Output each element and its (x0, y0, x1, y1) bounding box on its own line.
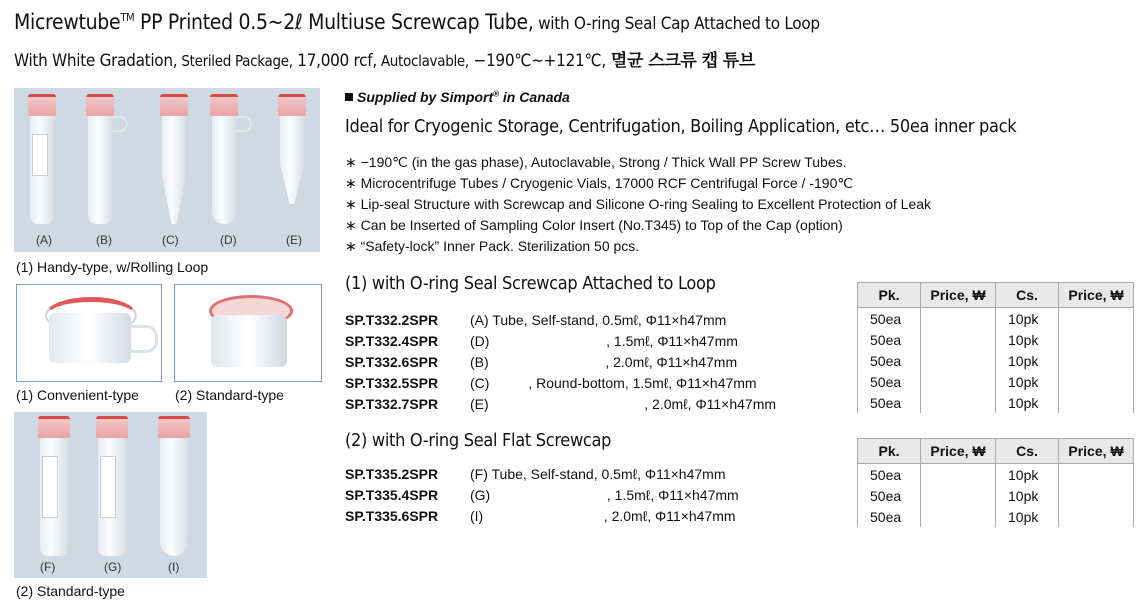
col-cs: Cs. (996, 283, 1059, 308)
price-cell (1059, 350, 1134, 371)
price-row (858, 350, 1134, 371)
product-code: SP.T332.4SPR (345, 332, 439, 349)
section1-title: (1) with O-ring Seal Screwcap Attached to Loop (345, 273, 716, 294)
cs-cell: 10pk (996, 371, 1059, 392)
title-main: Micrewtube (14, 10, 121, 34)
pk-cell: 50ea (858, 350, 921, 371)
cs-cell: 10pk (996, 350, 1059, 371)
product-code: SP.T332.2SPR (345, 311, 439, 328)
feature-item: ∗ “Safety-lock” Inner Pack. Sterilization 50 pcs. (345, 238, 640, 254)
price-cell (921, 308, 996, 330)
product-code: SP.T332.6SPR (345, 353, 439, 370)
handy-type-photo (14, 88, 320, 252)
price-cell (1059, 485, 1134, 506)
price-cell (1059, 371, 1134, 392)
standard-cap-caption: (2) Standard-type (175, 387, 284, 403)
feature-item: ∗ Can be Inserted of Sampling Color Insert (No.T345) to Top of the Cap (option) (345, 217, 843, 233)
page-title (14, 10, 820, 34)
col-price: Price, ₩ (1059, 439, 1134, 464)
feature-item: ∗ Lip-seal Structure with Screwcap and Silicone O-ring Sealing to Excellent Protection of Leak (345, 196, 932, 212)
convenient-type-photo (16, 284, 162, 382)
pk-cell: 50ea (858, 485, 921, 506)
cap-body (49, 313, 131, 363)
tube-label-f: (F) (40, 560, 56, 574)
col-price: Price, ₩ (1059, 283, 1134, 308)
standard-type-caption: (2) Standard-type (16, 583, 125, 599)
title-subtitle: with O-ring Seal Cap Attached to Loop (533, 14, 820, 34)
tube-e (278, 94, 306, 204)
price-cell (1059, 392, 1134, 413)
section1-product-table (345, 309, 935, 414)
product-code: SP.T332.7SPR (345, 395, 439, 412)
table-row (345, 372, 935, 393)
price-row (858, 392, 1134, 413)
pk-cell: 50ea (858, 329, 921, 350)
price-header-row (858, 439, 1134, 464)
cs-cell: 10pk (996, 506, 1059, 527)
tube-a (28, 94, 56, 224)
table-row (345, 351, 935, 372)
pk-cell: 50ea (858, 371, 921, 392)
tube-d (210, 94, 238, 224)
section1-price-table (857, 282, 1134, 413)
table-row (345, 393, 935, 414)
cs-cell: 10pk (996, 464, 1059, 486)
tube-i (158, 416, 190, 556)
tube-b (86, 94, 114, 224)
price-row (858, 371, 1134, 392)
tube-g (96, 416, 128, 556)
cs-cell: 10pk (996, 392, 1059, 413)
cs-cell: 10pk (996, 308, 1059, 330)
registered-mark: ® (493, 89, 500, 99)
square-bullet-icon (345, 93, 353, 101)
price-cell (921, 329, 996, 350)
price-cell (921, 371, 996, 392)
trademark: TM (120, 11, 135, 24)
subtitle-b: Steriled Package, (177, 52, 293, 70)
price-header-row (858, 283, 1134, 308)
standard-type-photo (14, 412, 207, 578)
pk-cell: 50ea (858, 392, 921, 413)
section2-product-table (345, 463, 935, 526)
cap-body (211, 315, 287, 367)
price-cell (921, 392, 996, 413)
feature-item: ∗ −190℃ (in the gas phase), Autoclavable, Strong / Thick Wall PP Screw Tubes. (345, 154, 847, 170)
supplier-suffix: in Canada (499, 89, 570, 105)
col-pk: Pk. (858, 439, 921, 464)
tube-label-d: (D) (220, 233, 237, 247)
tube-label-g: (G) (104, 560, 122, 574)
subtitle-e: −190℃∼+121℃, (468, 51, 606, 71)
col-price: Price, ₩ (921, 439, 996, 464)
subtitle-korean: 멸균 스크류 캡 튜브 (605, 51, 755, 71)
convenient-type-caption: (1) Convenient-type (16, 387, 139, 403)
table-row (345, 505, 935, 526)
product-code: SP.T335.6SPR (345, 507, 439, 524)
table-row (345, 309, 935, 330)
cs-cell: 10pk (996, 485, 1059, 506)
product-desc: (D) , 1.5mℓ, Φ11×h47mm (470, 332, 738, 349)
tube-label-i: (I) (168, 560, 180, 574)
title-rest: PP Printed 0.5~2ℓ Multiuse Screwcap Tube, (134, 10, 534, 34)
cap-loop (129, 325, 158, 353)
price-row (858, 485, 1134, 506)
price-row (858, 308, 1134, 330)
tube-label-c: (C) (162, 233, 179, 247)
price-row (858, 329, 1134, 350)
ideal-for-line: Ideal for Cryogenic Storage, Centrifugation, Boiling Application, etc… 50ea inner pack (345, 116, 1017, 137)
tube-f (38, 416, 70, 556)
product-desc: (A) Tube, Self-stand, 0.5mℓ, Φ11×h47mm (470, 311, 727, 328)
product-desc: (E) , 2.0mℓ, Φ11×h47mm (470, 395, 777, 412)
price-row (858, 506, 1134, 527)
feature-list (345, 152, 931, 257)
product-code: SP.T335.2SPR (345, 465, 439, 482)
pk-cell: 50ea (858, 464, 921, 486)
product-code: SP.T335.4SPR (345, 486, 439, 503)
table-row (345, 463, 935, 484)
page-subtitle (14, 46, 755, 71)
product-desc: (F) Tube, Self-stand, 0.5mℓ, Φ11×h47mm (470, 465, 726, 482)
product-desc: (B) , 2.0mℓ, Φ11×h47mm (470, 353, 738, 370)
pk-cell: 50ea (858, 506, 921, 527)
tube-label-b: (B) (96, 233, 112, 247)
subtitle-c: 17,000 rcf, (292, 51, 377, 71)
tube-label-e: (E) (286, 233, 302, 247)
col-pk: Pk. (858, 283, 921, 308)
product-desc: (G) , 1.5mℓ, Φ11×h47mm (470, 486, 739, 503)
supplier-text: Supplied by Simport (357, 89, 494, 105)
price-cell (1059, 308, 1134, 330)
price-cell (921, 350, 996, 371)
section2-title: (2) with O-ring Seal Flat Screwcap (345, 430, 612, 451)
price-cell (921, 485, 996, 506)
tube-c (160, 94, 188, 224)
tube-label-a: (A) (36, 233, 52, 247)
section2-price-table (857, 438, 1134, 527)
subtitle-d: Autoclavable, (376, 52, 469, 70)
subtitle-a: With White Gradation, (14, 51, 178, 71)
product-code: SP.T332.5SPR (345, 374, 439, 391)
col-price: Price, ₩ (921, 283, 996, 308)
product-desc: (I) , 2.0mℓ, Φ11×h47mm (470, 507, 736, 524)
price-cell (1059, 329, 1134, 350)
product-desc: (C) , Round-bottom, 1.5mℓ, Φ11×h47mm (470, 374, 757, 391)
price-cell (1059, 464, 1134, 486)
feature-item: ∗ Microcentrifuge Tubes / Cryogenic Vials, 17000 RCF Centrifugal Force / -190℃ (345, 175, 854, 191)
price-cell (1059, 506, 1134, 527)
handy-type-caption: (1) Handy-type, w/Rolling Loop (16, 259, 209, 275)
col-cs: Cs. (996, 439, 1059, 464)
price-cell (921, 464, 996, 486)
price-cell (921, 506, 996, 527)
standard-cap-photo (174, 284, 322, 382)
pk-cell: 50ea (858, 308, 921, 330)
supplier-line (345, 89, 570, 105)
table-row (345, 330, 935, 351)
cs-cell: 10pk (996, 329, 1059, 350)
price-row (858, 464, 1134, 486)
table-row (345, 484, 935, 505)
